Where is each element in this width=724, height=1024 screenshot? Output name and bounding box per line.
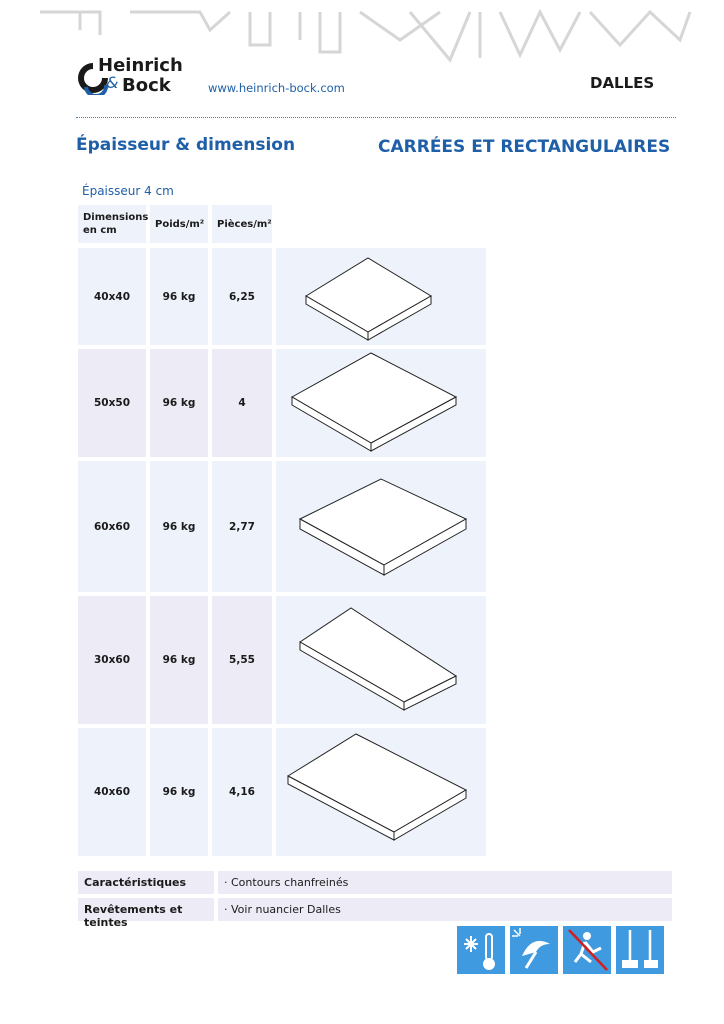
row-1-dimensions: 40x40: [78, 248, 146, 345]
slab-40x60-image: [276, 728, 486, 856]
row-4-dimensions: 30x60: [78, 596, 146, 724]
feature-value-characteristics: · Contours chanfreinés: [218, 871, 672, 894]
thickness-label: Épaisseur 4 cm: [82, 184, 174, 198]
feature-value-coatings: · Voir nuancier Dalles: [218, 898, 672, 921]
row-1-image: [276, 248, 486, 345]
row-2-weight: 96 kg: [150, 349, 208, 457]
row-3-image: [276, 461, 486, 592]
row-2-dimensions: 50x50: [78, 349, 146, 457]
logo-line1: Heinrich: [98, 55, 183, 76]
slab-40x40-image: [276, 248, 486, 345]
row-1-weight: 96 kg: [150, 248, 208, 345]
company-logo: [76, 55, 196, 103]
row-5-image: [276, 728, 486, 856]
row-3-dimensions: 60x60: [78, 461, 146, 592]
weather-resistant-icon: [510, 926, 558, 974]
logo-line2: Bock: [122, 75, 171, 96]
header-pieces: Pièces/m²: [212, 205, 272, 243]
slab-50x50-image: [276, 349, 486, 457]
row-5-dimensions: 40x60: [78, 728, 146, 856]
row-1-pieces: 6,25: [212, 248, 272, 345]
row-5-weight: 96 kg: [150, 728, 208, 856]
section-title-left: Épaisseur & dimension: [76, 135, 296, 155]
logo-ampersand: &: [106, 73, 119, 92]
row-3-weight: 96 kg: [150, 461, 208, 592]
row-3-pieces: 2,77: [212, 461, 272, 592]
feature-label-coatings: Revêtements et teintes: [78, 898, 214, 921]
row-4-weight: 96 kg: [150, 596, 208, 724]
slab-30x60-image: [276, 596, 486, 724]
header-divider: [76, 117, 676, 118]
category-label: DALLES: [590, 74, 655, 92]
frost-resistant-icon: [457, 926, 505, 974]
anti-slip-icon: [563, 926, 611, 974]
section-title-right: CARRÉES ET RECTANGULAIRES: [378, 137, 671, 157]
header-weight: Poids/m²: [150, 205, 208, 243]
slab-60x60-image: [276, 461, 486, 592]
website-link[interactable]: www.heinrich-bock.com: [208, 81, 345, 95]
row-4-image: [276, 596, 486, 724]
cleaning-icon: [616, 926, 664, 974]
header-dimensions: Dimensions en cm: [78, 205, 146, 243]
row-2-pieces: 4: [212, 349, 272, 457]
row-4-pieces: 5,55: [212, 596, 272, 724]
row-2-image: [276, 349, 486, 457]
feature-label-characteristics: Caractéristiques: [78, 871, 214, 894]
row-5-pieces: 4,16: [212, 728, 272, 856]
